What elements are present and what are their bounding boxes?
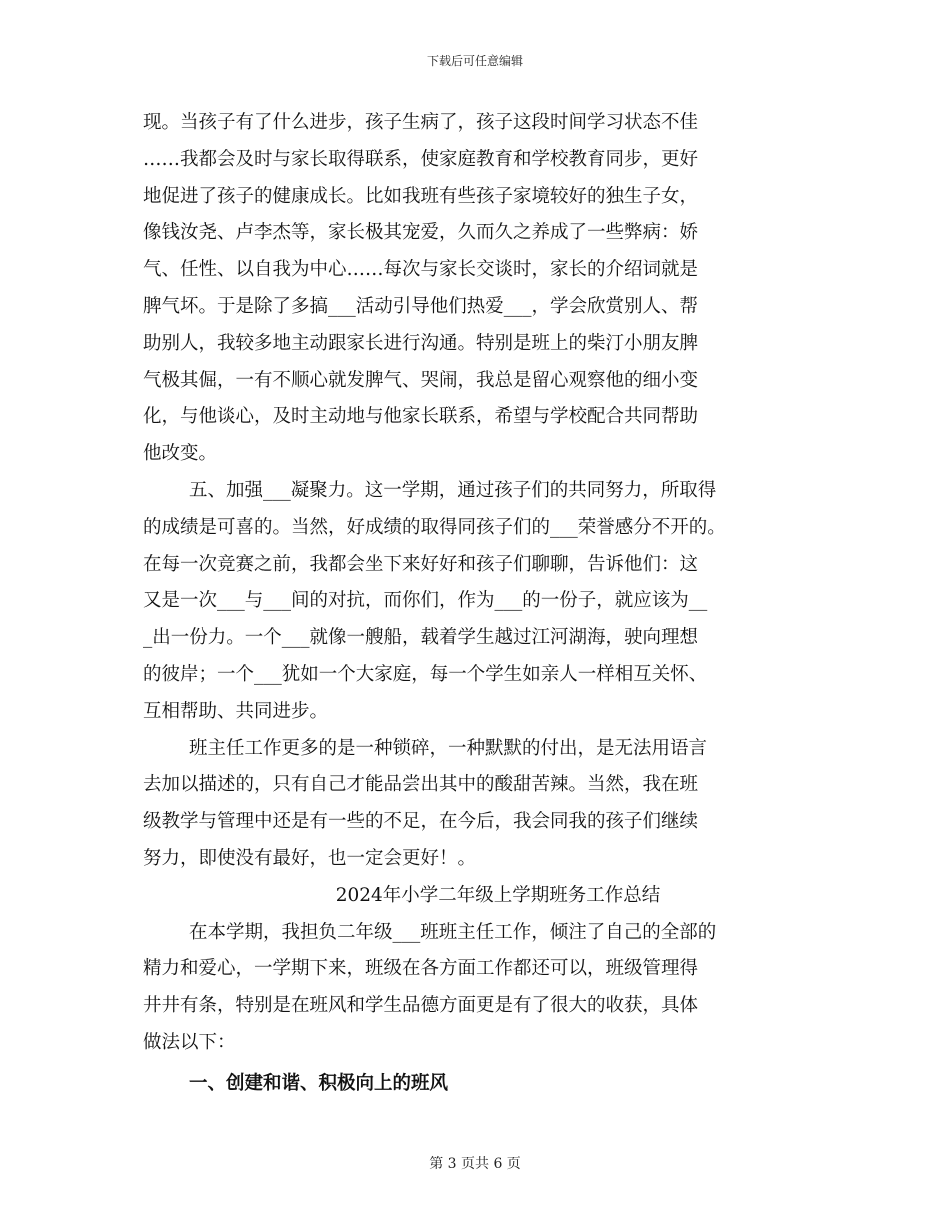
- paragraph-line: ……我都会及时与家长取得联系，使家庭教育和学校教育同步，更好: [143, 148, 699, 170]
- document-body: [143, 105, 823, 1106]
- paragraph-line: 化，与他谈心，及时主动地与他家长联系，希望与学校配合共同帮助: [143, 406, 699, 428]
- paragraph-line: 又是一次___与___间的对抗，而你们，作为___的一份子，就应该为__: [143, 590, 708, 612]
- paragraph-line: 精力和爱心，一学期下来，班级在各方面工作都还可以，班级管理得: [143, 958, 699, 980]
- paragraph-line: 班主任工作更多的是一种锁碎，一种默默的付出，是无法用语言: [189, 737, 708, 759]
- paragraph-line: _出一份力。一个___就像一艘船，载着学生越过江河湖海，驶向理想: [143, 627, 699, 649]
- paragraph-line: 像钱汝尧、卢李杰等，家长极其宠爱，久而久之养成了一些弊病：娇: [143, 222, 699, 244]
- paragraph-line: 井井有条，特别是在班风和学生品德方面更是有了很大的收获，具体: [143, 995, 699, 1017]
- paragraph-line: 级教学与管理中还是有一些的不足，在今后，我会同我的孩子们继续: [143, 811, 699, 833]
- document-title: 2024年小学二年级上学期班务工作总结: [335, 884, 661, 906]
- paragraph-line: 地促进了孩子的健康成长。比如我班有些孩子家境较好的独生子女，: [143, 185, 699, 207]
- paragraph-line: 脾气坏。于是除了多搞___活动引导他们热爱___，学会欣赏别人、帮: [143, 295, 699, 317]
- page-header: 下载后可任意编辑: [426, 54, 523, 68]
- paragraph-line: 气极其倔，一有不顺心就发脾气、哭闹，我总是留心观察他的细小变: [143, 369, 699, 391]
- paragraph-line: 的成绩是可喜的。当然，好成绩的取得同孩子们的___荣誉感分不开的。: [143, 516, 726, 538]
- paragraph-line: 去加以描述的，只有自己才能品尝出其中的酸甜苦辣。当然，我在班: [143, 774, 699, 796]
- paragraph-line: 在本学期，我担负二年级___班班主任工作，倾注了自己的全部的: [189, 921, 717, 943]
- page-footer: 第 3 页共 6 页: [429, 1156, 521, 1172]
- paragraph-line: 他改变。: [143, 443, 218, 465]
- paragraph-line: 互相帮助、共同进步。: [143, 700, 329, 722]
- paragraph-line: 现。当孩子有了什么进步，孩子生病了，孩子这段时间学习状态不佳: [143, 112, 699, 133]
- paragraph-line: 的彼岸；一个___犹如一个大家庭，每一个学生如亲人一样相互关怀、: [143, 663, 708, 685]
- paragraph-line: 做法以下：: [143, 1031, 236, 1053]
- section-heading: 一、创建和谐、积极向上的班风: [189, 1072, 449, 1094]
- paragraph-line: 五、加强___凝聚力。这一学期，通过孩子们的共同努力，所取得: [189, 479, 717, 501]
- paragraph-line: 气、任性、以自我为中心……每次与家长交谈时，家长的介绍词就是: [143, 259, 699, 281]
- paragraph-line: 努力，即使没有最好，也一定会更好！。: [143, 847, 477, 869]
- paragraph-line: 助别人，我较多地主动跟家长进行沟通。特别是班上的柴汀小朋友脾: [143, 332, 699, 354]
- paragraph-line: 在每一次竞赛之前，我都会坐下来好好和孩子们聊聊，告诉他们：这: [143, 553, 699, 575]
